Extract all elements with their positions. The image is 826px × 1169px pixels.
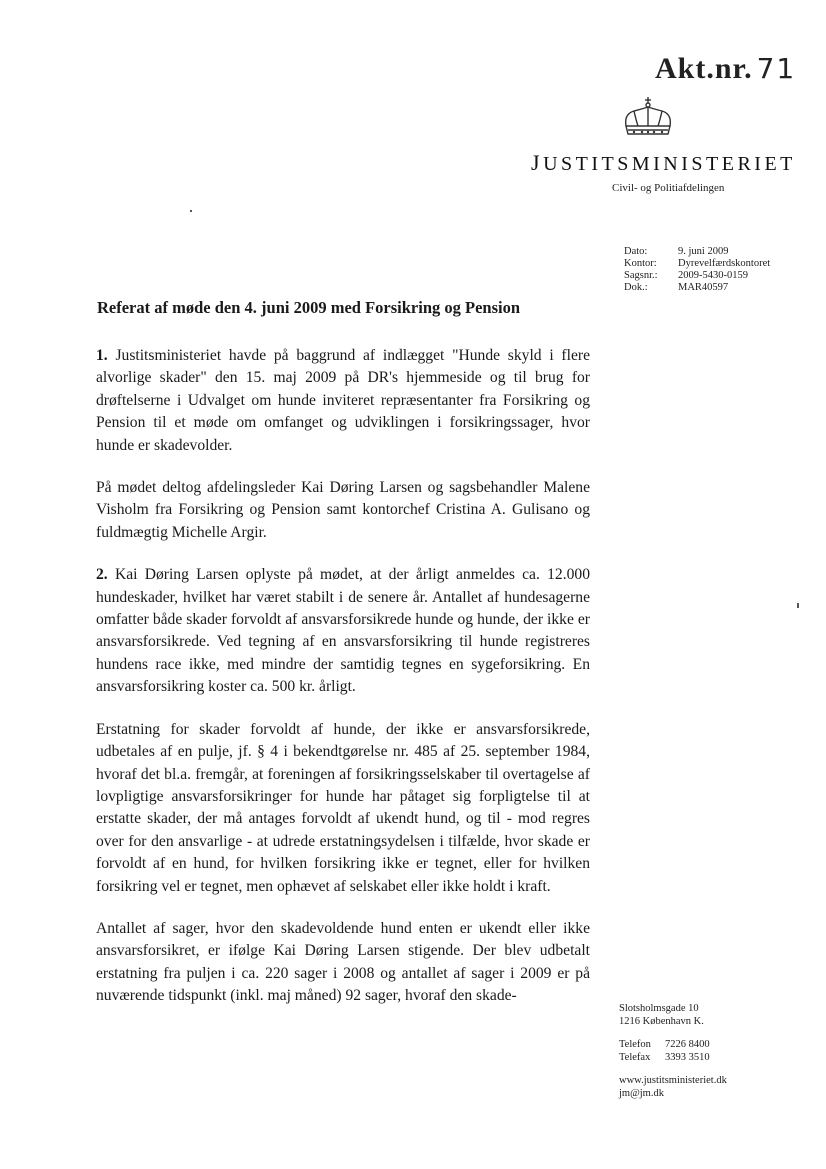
- document-title: Referat af møde den 4. juni 2009 med Forsikring og Pension: [97, 298, 521, 317]
- meta-row-office: Kontor: Dyrevelfærdskontoret: [624, 258, 771, 269]
- paragraph-4: Erstatning for skader forvoldt af hunde, der ikke er ansvarsforsikrede, udbetales af en pulje, jf. § 4 i bekendtgørelse nr. 485 af 25. september 1984, hvoraf det bl.a. fremgår, at foreningen af forsikringsselskaber til overtagelse af lovpligtige ansvarsforsikringer for hunde har påtaget sig forpligtelse til at erstatte skader, der må antages forvoldt af ukendt hund, og til - mod regres over for den ansvarlige - at udrede erstatningsydelsen i tilfælde, hvor skade er forvoldt af en hund, for hvilken forsikring ikke er tegnet, eller for hvilken forsikring vel er tegnet, men ophævet af selskabet eller ikke holdt i kraft.: [96, 720, 590, 895]
- section-number: 2.: [96, 566, 108, 584]
- meta-row-date: Dato: 9. juni 2009: [624, 246, 729, 257]
- document-number-stamp: [655, 52, 796, 86]
- document-body: [96, 345, 590, 1028]
- document-metadata: [624, 246, 770, 294]
- phone-fax: [619, 1038, 727, 1064]
- section-number: 1.: [96, 347, 108, 364]
- email-link[interactable]: jm@jm.dk: [619, 1088, 664, 1099]
- stamp-handwritten-number: 71: [756, 52, 797, 85]
- scan-speck: [190, 210, 192, 212]
- scan-speck: [797, 603, 799, 608]
- ministry-name: [531, 150, 796, 176]
- meta-row-document-id: Dok.: MAR40597: [624, 282, 729, 293]
- paragraph-1: 1. Justitsministeriet havde på baggrund af indlægget "Hunde skyld i flere alvorlige skader" den 15. maj 2009 på DR's hjemmeside og til brug for drøftelserne i Udvalget om hunde inviteret repræsentanter fra Forsikring og Pension til et møde om omfanget og udviklingen i forsikringssager, hvor hunde er skadevolder.: [96, 347, 590, 454]
- website-link[interactable]: www.justitsministeriet.dk: [619, 1075, 727, 1086]
- meta-row-case-number: Sagsnr.: 2009-5430-0159: [624, 270, 748, 281]
- contact-footer: [619, 1002, 727, 1110]
- crown-icon: [620, 96, 676, 142]
- paragraph-3: 2. Kai Døring Larsen oplyste på mødet, at der årligt anmeldes ca. 12.000 hundeskader, hvilket har været stabilt i de senere år. Antallet af hundesagerne omfatter både skader forvoldt af ansvarsforsikrede hunde og hunde, der ikke er ansvarsforsikrede. Ved tegning af en ansvarsforsikring til hunde registreres hundens race ikke, med mindre der samtidig tegnes en sygeforsikring. En ansvarsforsikring koster ca. 500 kr. årligt.: [96, 566, 590, 696]
- web-email: [619, 1074, 727, 1100]
- fax: Telefax 3393 3510: [619, 1052, 710, 1063]
- paragraph-5: Antallet af sager, hvor den skadevoldende hund enten er ukendt eller ikke ansvarsforsikret, er ifølge Kai Døring Larsen stigende. Der blev udbetalt erstatning fra puljen i ca. 220 sager i 2008 og antallet af sager i 2009 er på nuværende tidspunkt (inkl. maj måned) 92 sager, hvoraf den skade-: [96, 919, 590, 1005]
- department-name: Civil- og Politiafdelingen: [612, 182, 725, 194]
- address: Slotsholmsgade 10 1216 København K.: [619, 1003, 704, 1027]
- paragraph-2: På mødet deltog afdelingsleder Kai Døring Larsen og sagsbehandler Malene Visholm fra Forsikring og Pension samt kontorchef Cristina A. Gulisano og fuldmægtig Michelle Argir.: [96, 479, 590, 541]
- stamp-label: Akt.nr.: [655, 52, 753, 85]
- phone: Telefon 7226 8400: [619, 1039, 710, 1050]
- ministry-name-rest: USTITSMINISTERIET: [543, 153, 796, 175]
- ministry-name-initial: J: [531, 150, 544, 175]
